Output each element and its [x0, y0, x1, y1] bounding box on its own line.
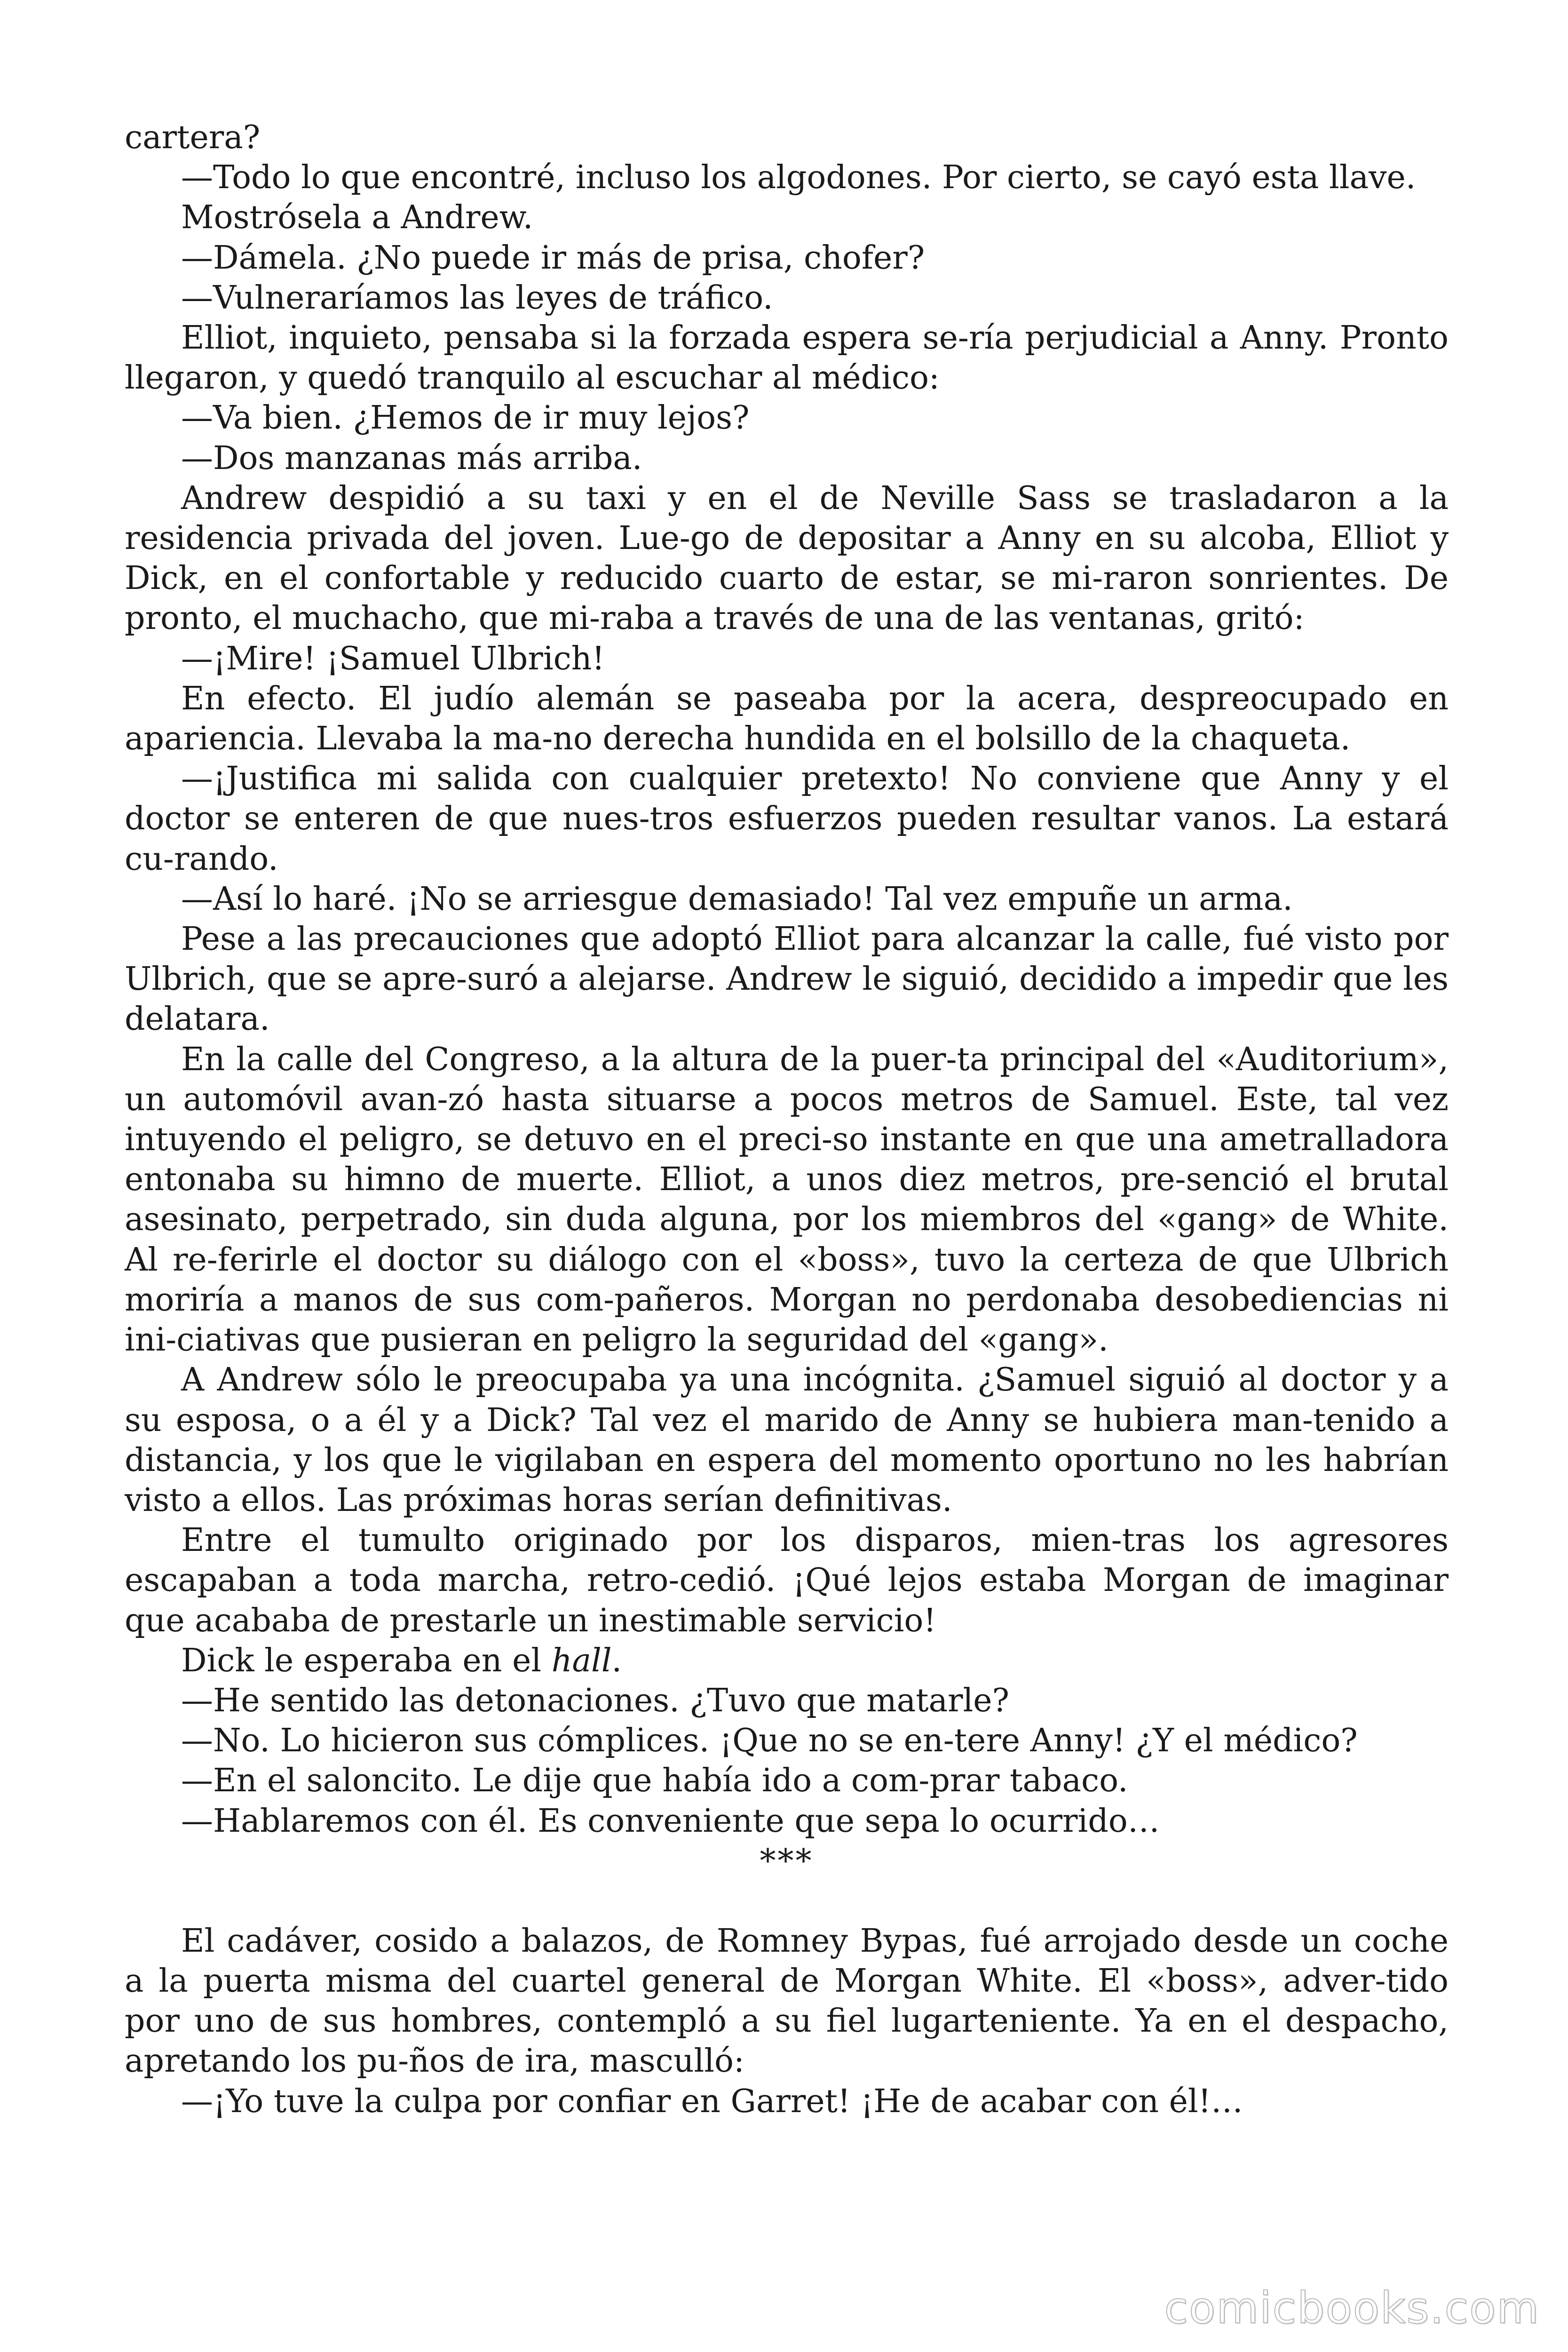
paragraph: En la calle del Congreso, a la altura de la puer-ta principal del «Auditorium», un automóvil avan-zó hasta situarse a pocos metros de Samuel. Este, tal vez intuyendo el peligro, se detuvo en el preci-so instante en que una ametralladora entonaba su himno de muerte. Elliot, a unos diez metros, pre-senció el brutal asesinato, perpetrado, sin duda alguna, por los miembros del «gang» de White. Al re-ferirle el doctor su diálogo con el «boss», tuvo la certeza de que Ulbrich moriría a manos de sus com-pañeros. Morgan no perdonaba desobediencias ni ini-ciativas que pusieran en peligro la seguridad del «gang».	[125, 1041, 1449, 1359]
paragraph: cartera?	[125, 119, 261, 156]
watermark-logo: comicbooks.com	[1164, 2283, 1540, 2333]
paragraph: —¡Justifica mi salida con cualquier pretexto! No conviene que Anny y el doctor se enteren de que nues-tros esfuerzos pueden resultar vanos. La estará cu-rando.	[125, 760, 1449, 878]
paragraph: Entre el tumulto originado por los disparos, mien-tras los agresores escapaban a toda marcha, retro-cedió. ¡Qué lejos estaba Morgan de imaginar que acababa de prestarle un inestimable servicio!	[125, 1522, 1449, 1639]
section-separator: ***	[760, 1842, 814, 1880]
paragraph: —Va bien. ¿Hemos de ir muy lejos?	[181, 399, 750, 437]
paragraph: —He sentido las detonaciones. ¿Tuvo que matarle?	[181, 1682, 1009, 1719]
paragraph-hall	[125, 1641, 1449, 1681]
paragraph: Elliot, inquieto, pensaba si la forzada espera se-ría perjudicial a Anny. Pronto llegaron, y quedó tranquilo al escuchar al médico:	[125, 319, 1449, 397]
paragraph: Andrew despidió a su taxi y en el de Neville Sass se trasladaron a la residencia privada del joven. Lue-go de depositar a Anny en su alcoba, Elliot y Dick, en el confortable y reducido cuarto de estar, se mi-raron sonrientes. De pronto, el muchacho, que mi-raba a través de una de las ventanas, gritó:	[125, 479, 1449, 637]
paragraph: —¡Yo tuve la culpa por confiar en Garret! ¡He de acabar con él!…	[181, 2082, 1243, 2120]
paragraph: Pese a las precauciones que adoptó Elliot para alcanzar la calle, fué visto por Ulbrich, que se apre-suró a alejarse. Andrew le siguió, decidido a impedir que les delatara.	[125, 921, 1449, 1038]
paragraph: —Hablaremos con él. Es conveniente que sepa lo ocurrido…	[181, 1802, 1160, 1840]
paragraph: A Andrew sólo le preocupaba ya una incógnita. ¿Samuel siguió al doctor y a su esposa, o a él y a Dick? Tal vez el marido de Anny se hubiera man-tenido a distancia, y los que le vigilaban en espera del momento oportuno no les habrían visto a ellos. Las próximas horas serían definitivas.	[125, 1361, 1449, 1519]
paragraph: —Todo lo que encontré, incluso los algodones. Por cierto, se cayó esta llave.	[181, 159, 1416, 197]
paragraph: En efecto. El judío alemán se paseaba por la acera, despreocupado en apariencia. Llevaba la ma-no derecha hundida en el bolsillo de la chaqueta.	[125, 680, 1449, 758]
hall-line-end: .	[611, 1642, 622, 1679]
paragraph: El cadáver, cosido a balazos, de Romney Bypas, fué arrojado desde un coche a la puerta misma del cuartel general de Morgan White. El «boss», adver-tido por uno de sus hombres, contempló a su fiel lugarteniente. Ya en el despacho, apretando los pu-ños de ira, masculló:	[125, 1922, 1449, 2080]
paragraph: Mostrósela a Andrew.	[181, 199, 533, 237]
hall-italic-word: hall	[551, 1642, 612, 1679]
paragraph: —Vulneraríamos las leyes de tráfico.	[181, 279, 773, 317]
paragraph: —En el saloncito. Le dije que había ido a com-prar tabaco.	[181, 1762, 1128, 1800]
page-body	[125, 118, 1449, 2122]
paragraph: —Así lo haré. ¡No se arriesgue demasiado! Tal vez empuñe un arma.	[181, 880, 1293, 918]
hall-line-text: Dick le esperaba en el	[181, 1642, 552, 1679]
paragraph: —Dámela. ¿No puede ir más de prisa, chofer?	[181, 239, 925, 277]
paragraph: —¡Mire! ¡Samuel Ulbrich!	[181, 640, 605, 677]
paragraph: —No. Lo hicieron sus cómplices. ¡Que no se en-tere Anny! ¿Y el médico?	[181, 1722, 1358, 1760]
paragraph: —Dos manzanas más arriba.	[181, 439, 642, 477]
